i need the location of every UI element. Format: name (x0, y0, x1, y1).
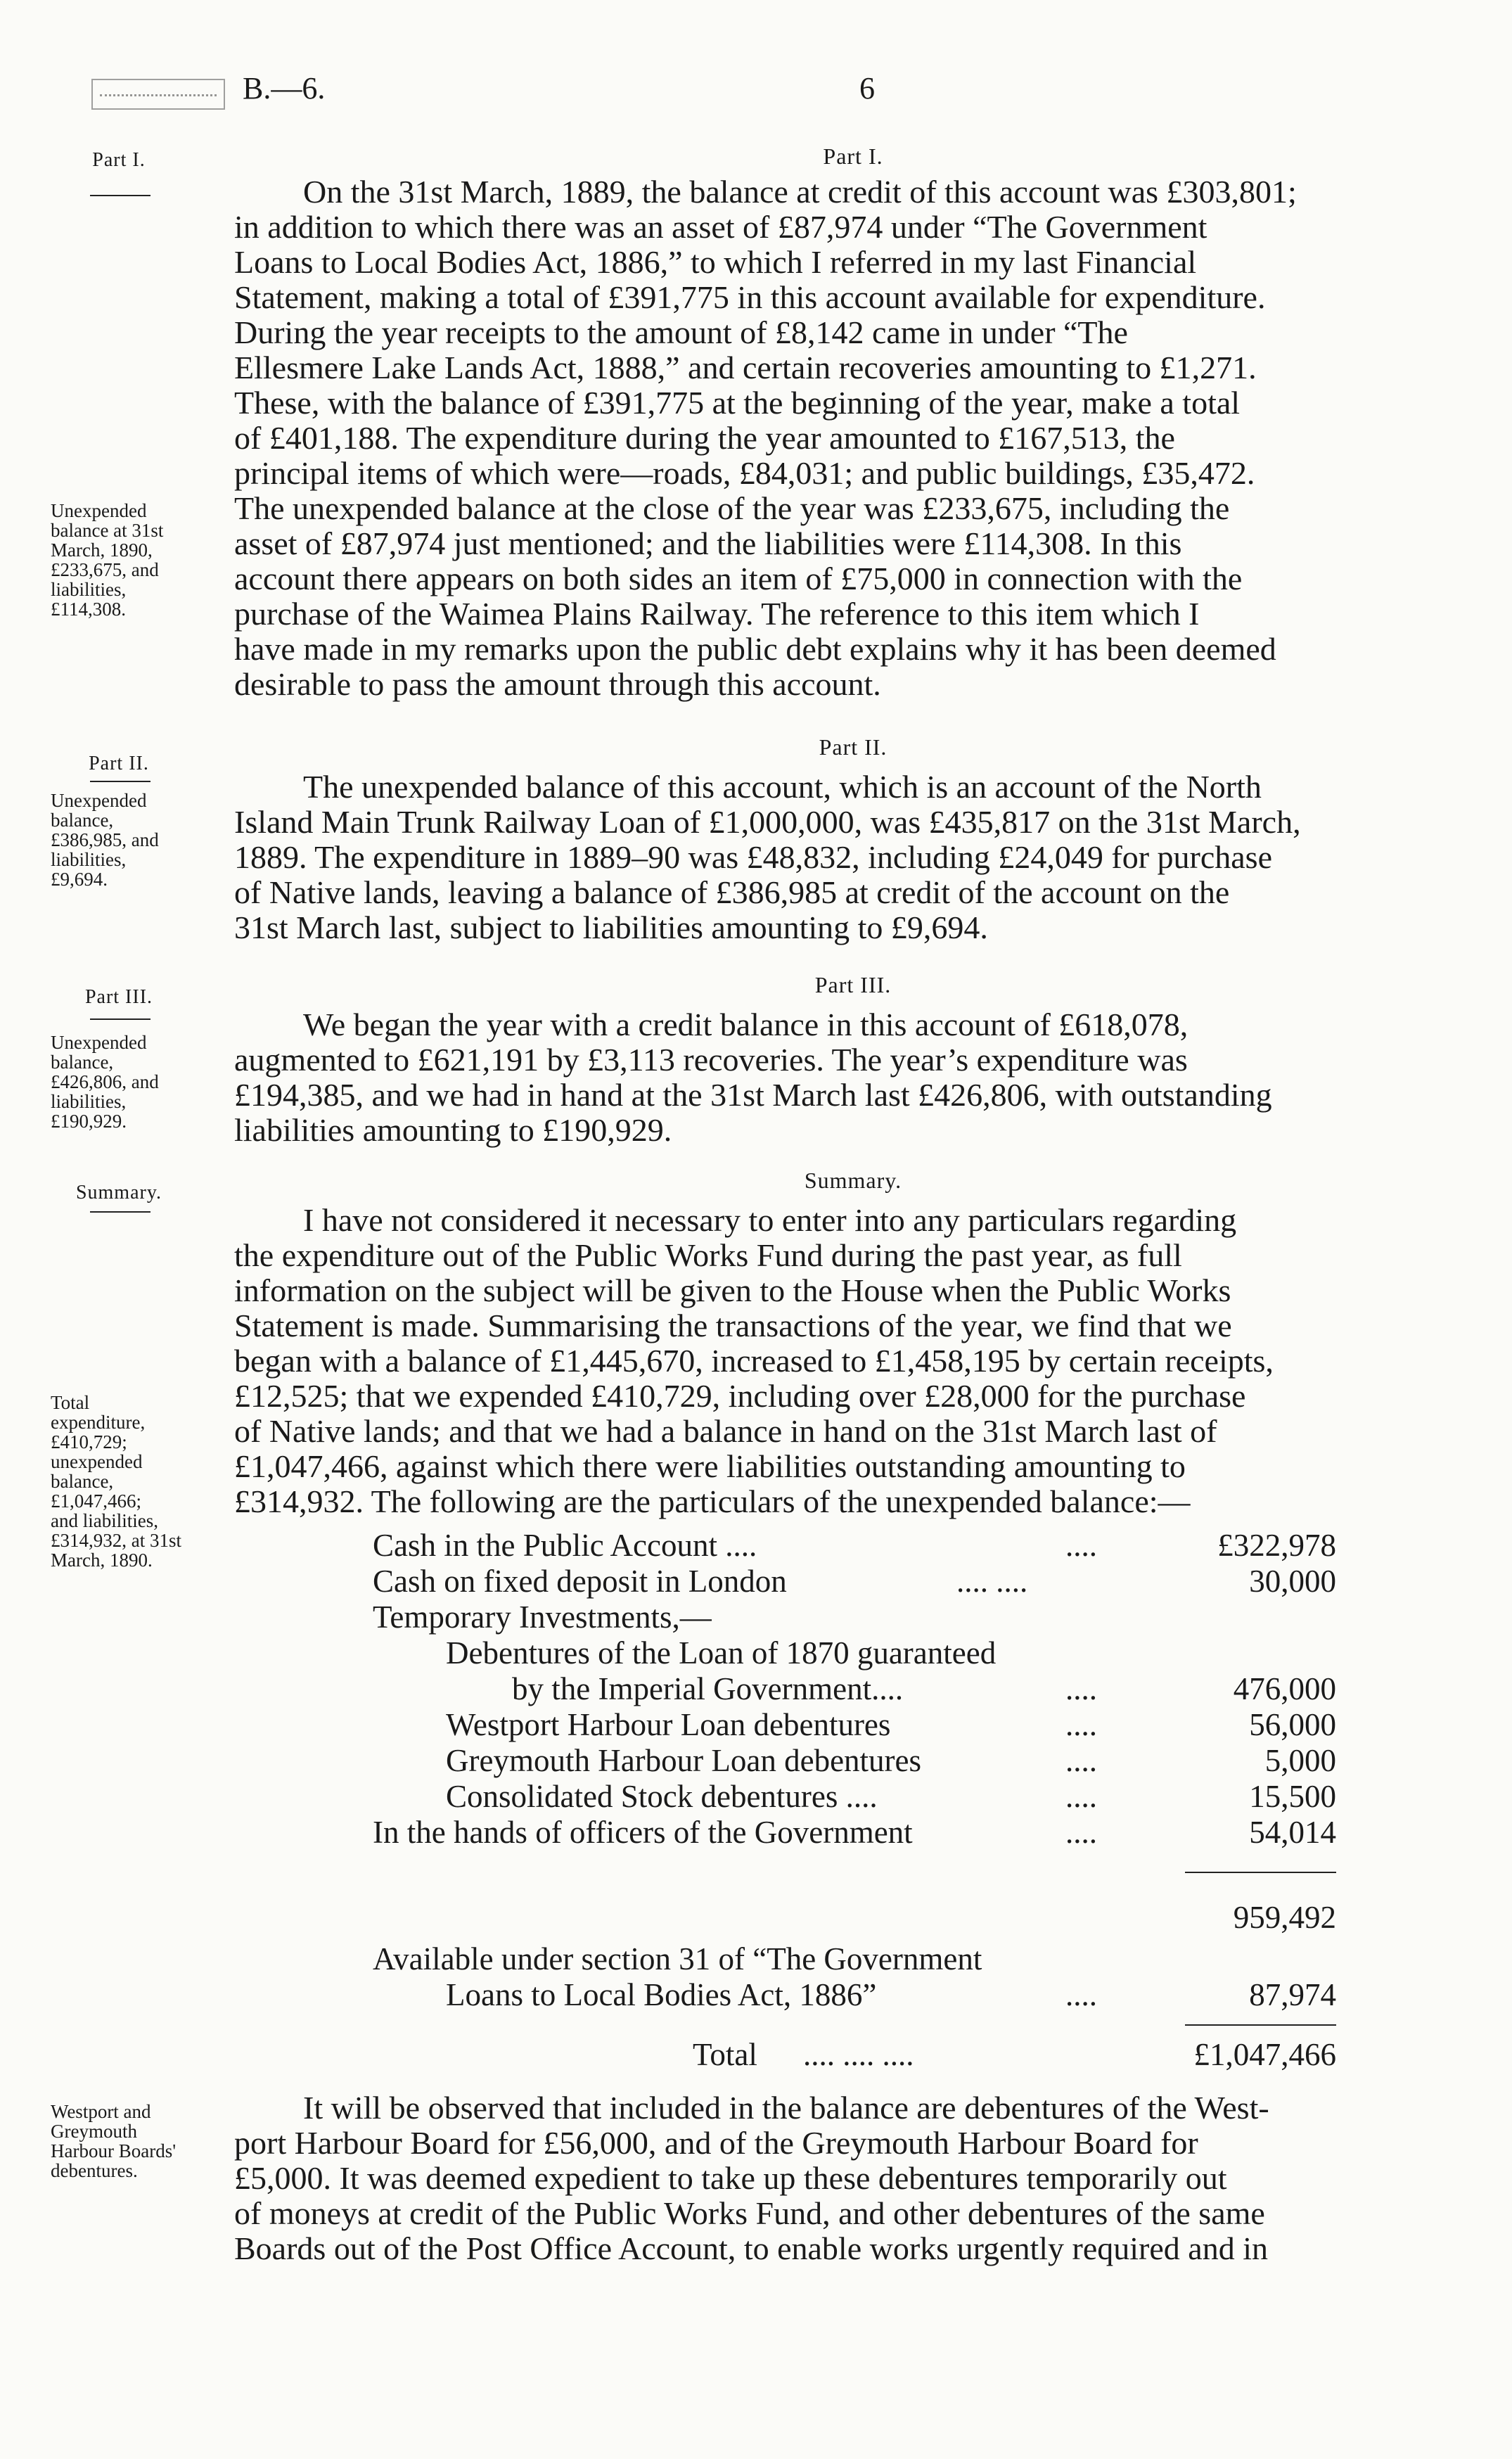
margin-divider (90, 195, 150, 196)
subtotal-row: 959,492 (1233, 1900, 1336, 1935)
margin-part1-heading: Part I. (92, 149, 146, 171)
total-row: Total .... .... .... £1,047,466 (693, 2037, 1336, 2072)
table-row: Cash on fixed deposit in London .... .... 30,000 (373, 1564, 1336, 1599)
table-row: Debentures of the Loan of 1870 guaranteed (446, 1635, 997, 1671)
document-code: B.—6. (243, 71, 326, 106)
part3-paragraph: We began the year with a credit balance in this account of £618,078, augmented to £621,191 by £3,113 recoveries. The year’s expenditure was £194,385, and we had in hand at the 31st March last £426,806, with outstanding liabilities amounting to £190,929. (234, 1007, 1272, 1148)
margin-note-part3: Unexpended balance, £426,806, and liabilities, £190,929. (51, 1032, 159, 1132)
table-row: Loans to Local Bodies Act, 1886” .... 87,974 (446, 1977, 1336, 2012)
table-row: Consolidated Stock debentures .... .... 15,500 (446, 1779, 1336, 1814)
margin-divider (90, 1018, 150, 1020)
summary-paragraph: I have not considered it necessary to enter into any particulars regarding the expenditure out of the Public Works Fund during the past year, as full information on the subject will be given to the House when the Public Works Statement is made. Summarising the transactions of the year, we find that we began with a balance of £1,445,670, increased to £1,458,195 by certain receipts, £12,525; that we expended £410,729, including over £28,000 for the purchase of Native lands; and that we had a balance in hand on the 31st March last of £1,047,466, against which there were liabilities outstanding amounting to £314,932. The following are the particulars of the unexpended balance:— (234, 1202, 1274, 1519)
margin-note-part1: Unexpended balance at 31st March, 1890, £233,675, and liabilities, £114,308. (51, 500, 164, 620)
table-row: by the Imperial Government.... .... 476,000 (512, 1671, 1336, 1706)
margin-part3-heading: Part III. (84, 986, 153, 1008)
margin-note-summary: Total expenditure, £410,729; unexpended balance, £1,047,466; and liabilities, £314,932, at 31st March, 1890. (51, 1392, 181, 1571)
part1-heading: Part I. (823, 143, 883, 169)
margin-note-part2: Unexpended balance, £386,985, and liabilities, £9,694. (51, 790, 159, 890)
margin-summary-heading: Summary. (75, 1182, 162, 1203)
subtotal-rule-row (373, 1851, 1336, 1900)
page-number: 6 (859, 71, 875, 106)
part2-paragraph: The unexpended balance of this account, which is an account of the North Island Main Trunk Railway Loan of £1,000,000, was £435,817 on the 31st March, 1889. The expenditure in 1889–90 was £48,832, including £24,049 for purchase of Native lands, leaving a balance of £386,985 at credit of the account on the 31st March last, subject to liabilities amounting to £9,694. (234, 769, 1301, 945)
westport-paragraph: It will be observed that included in the balance are debentures of the West- port Harbour Board for £56,000, and of the Greymouth Harbour Board for £5,000. It was deemed expedient to take up these debentures temporarily out of moneys at credit of the Public Works Fund, and other debentures of the same Boards out of the Post Office Account, to enable works urgently required and in (234, 2090, 1269, 2266)
margin-part2-heading: Part II. (89, 753, 149, 774)
margin-divider (90, 781, 150, 782)
table-row: Greymouth Harbour Loan debentures .... 5,000 (446, 1743, 1336, 1778)
summary-heading: Summary. (804, 1168, 902, 1193)
table-row: Cash in the Public Account .... .... £322,978 (373, 1528, 1336, 1563)
margin-divider (90, 1211, 150, 1213)
table-row: Temporary Investments,— (373, 1599, 712, 1635)
subtotal-rule (1185, 1872, 1336, 1873)
part2-heading: Part II. (819, 734, 888, 760)
total-rule-row (373, 2013, 1336, 2037)
part3-heading: Part III. (814, 972, 892, 997)
table-row: In the hands of officers of the Government .... 54,014 (373, 1815, 1336, 1850)
unexpended-balance-table (373, 1528, 1336, 2073)
margin-note-westport: Westport and Greymouth Harbour Boards' debentures. (51, 2101, 177, 2181)
part1-paragraph: On the 31st March, 1889, the balance at credit of this account was £303,801; in addition to which there was an asset of £87,974 under “The Government Loans to Local Bodies Act, 1886,” to which I referred in my last Financial Statement, making a total of £391,775 in this account available for expenditure. During the year receipts to the amount of £8,142 came in under “The Ellesmere Lake Lands Act, 1888,” and certain recoveries amounting to £1,271. These, with the balance of £391,775 at the beginning of the year, make a total of £401,188. The expenditure during the year amounted to £167,513, the principal items of which were—roads, £84,031; and public buildings, £35,472. The unexpended balance at the close of the year was £233,675, including the asset of £87,974 just mentioned; and the liabilities were £114,308. In this account there appears on both sides an item of £75,000 in connection with the purchase of the Waimea Plains Railway. The reference to this item which I have made in my remarks upon the public debt explains why it has been deemed desirable to pass the amount through this account. (234, 174, 1297, 702)
table-row: Available under section 31 of “The Government (373, 1941, 982, 1976)
table-row: Westport Harbour Loan debentures .... 56,000 (446, 1707, 1336, 1742)
total-rule (1185, 2024, 1336, 2026)
library-stamp (91, 79, 225, 110)
